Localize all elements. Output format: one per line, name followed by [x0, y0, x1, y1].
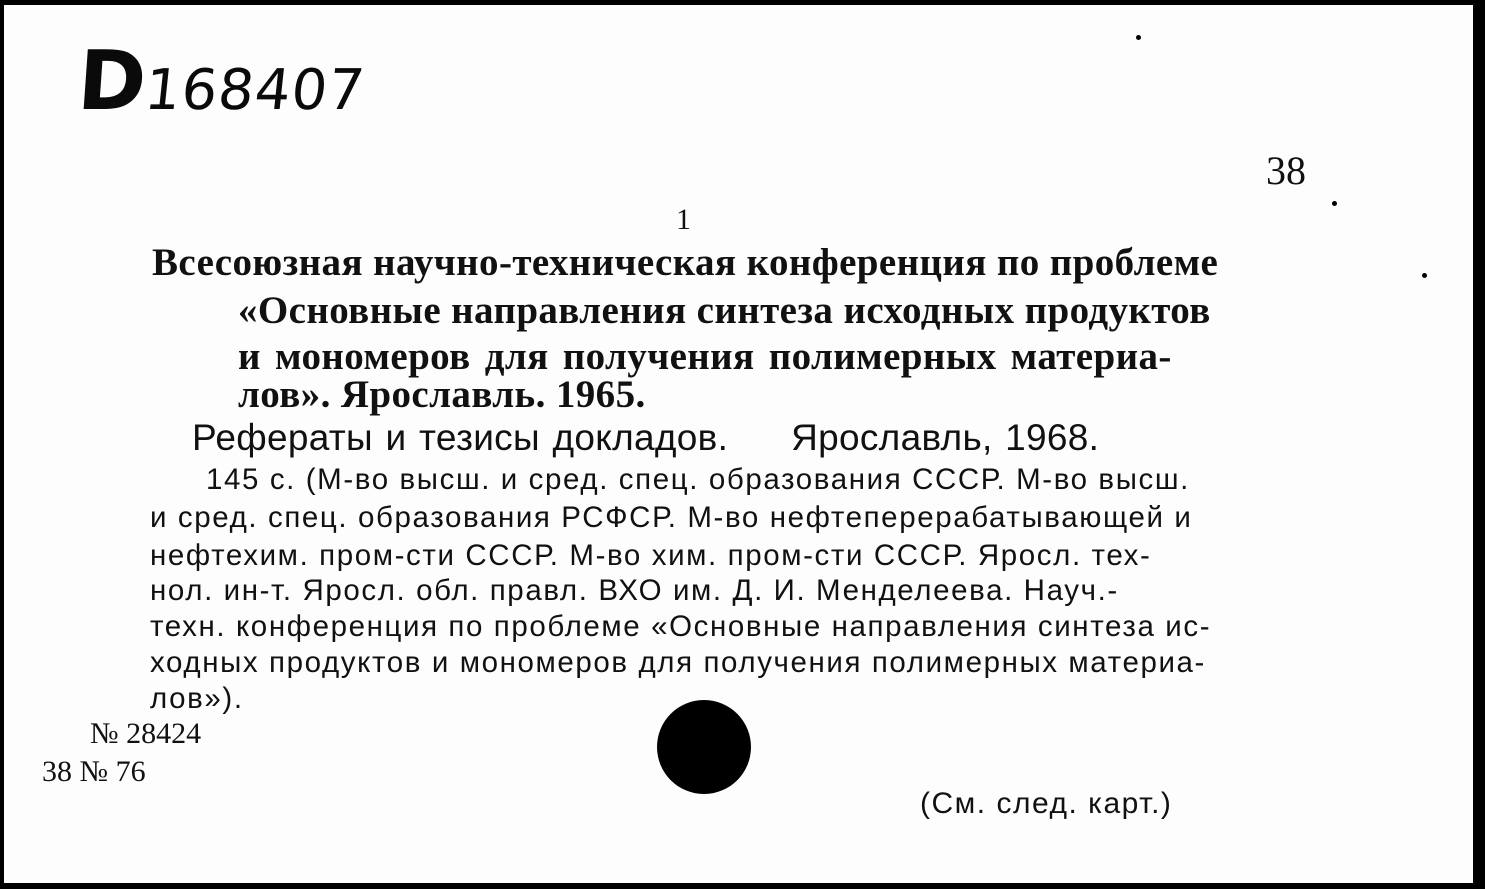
card-reference: 38 № 76 [42, 755, 146, 788]
body-line-1: 145 с. (М-во высш. и сред. спец. образования СССР. М-во высш. [206, 463, 1190, 496]
body-line-3: нефтехим. пром-сти СССР. М-во хим. пром-сти СССР. Яросл. тех- [150, 539, 1152, 572]
punch-hole [657, 700, 751, 794]
continuation-note: (См. след. карт.) [920, 787, 1173, 820]
body-line-2: и сред. спец. образования РСФСР. М-во нефтеперерабатывающей и [150, 501, 1193, 534]
entry-number: 1 [676, 203, 691, 236]
handwritten-letter: D [74, 34, 149, 129]
body-line-4: нол. ин-т. Яросл. обл. правл. ВХО им. Д. И. Менделеева. Науч.- [150, 574, 1119, 607]
title-line-2: «Основные направления синтеза исходных продуктов [238, 289, 1211, 332]
body-line-5: техн. конференция по проблеме «Основные направления синтеза ис- [150, 610, 1212, 643]
body-line-7: лов»). [150, 682, 244, 715]
handwritten-number: 168407 [141, 58, 369, 123]
subtitle: Рефераты и тезисы докладов. Ярославль, 1968. [192, 417, 1100, 458]
speck [1136, 35, 1141, 40]
speck [1422, 273, 1427, 278]
accession-number: № 28424 [90, 717, 202, 750]
title-line-4: лов». Ярославль. 1965. [238, 373, 646, 416]
title-line-3: и мономеров для получения полимерных материа- [238, 335, 1172, 378]
handwritten-mark [74, 34, 369, 129]
card-number: 38 [1266, 148, 1306, 193]
speck [1332, 201, 1337, 206]
title-line-1: Всесоюзная научно-техническая конференция по проблеме [152, 241, 1219, 284]
body-line-6: ходных продуктов и мономеров для получения полимерных материа- [150, 646, 1206, 679]
